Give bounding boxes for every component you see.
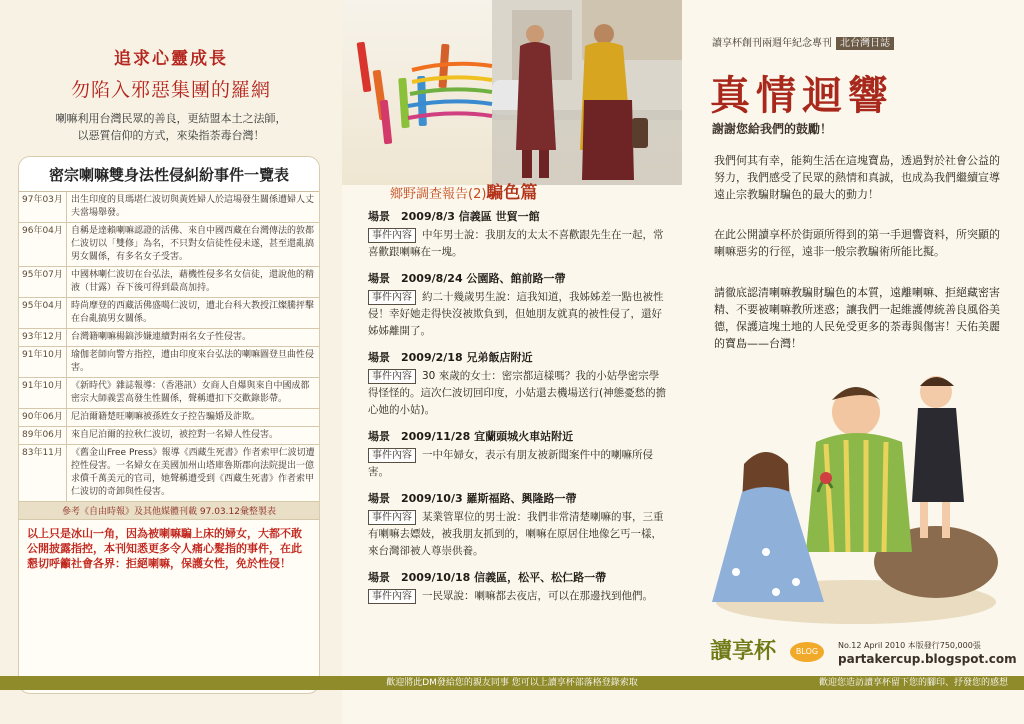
left-header [0,0,342,144]
table-row [19,223,319,267]
family-illustration-art [706,352,1006,634]
table-row [19,409,319,427]
subtitle-line: 以惡質信仰的方式，來染指荼毒台灣！ [77,129,265,142]
row-date: 91年10月 [19,378,67,408]
scene-item [368,208,668,261]
row-date: 95年04月 [19,298,67,328]
table-row [19,192,319,223]
scene-place: 2009/8/24 公園路、館前路一帶 [401,272,566,285]
scene-item [368,270,668,340]
table-row [19,347,319,378]
row-text: 來自尼泊爾的拉秋仁波切，被控對一名婦人性侵害。 [71,430,279,440]
feedback-title: 真情迴響 [710,72,894,119]
scene-text: 某業管單位的男士說：我們非常清楚喇嘛的事，三重有喇嘛去嫖妓，被我朋友抓到的，喇嘛在原居住地像乞丐一樣，來台灣卻被人尊崇供養。 [368,511,664,557]
street-photo [342,0,682,185]
scene-location [368,569,668,585]
report-title [390,178,537,203]
content-tag: 事件內容 [368,369,416,384]
table-source: 參考《自由時報》及其他媒體刊載 97.03.12彙整製表 [19,502,319,520]
headline-primary: 追求心靈成長 [114,49,228,69]
blog-badge: BLOG [790,642,824,662]
scene-body [368,588,668,605]
scene-body [368,289,668,340]
scene-label: 場景 [368,430,390,443]
scene-list [368,208,668,614]
scene-location [368,208,668,224]
scene-location [368,490,668,506]
scene-body [368,227,668,261]
row-date: 90年06月 [19,409,67,426]
scene-place: 2009/11/28 宜蘭頭城火車站附近 [401,430,574,443]
scene-place: 2009/8/3 信義區 世貿一館 [401,210,540,223]
row-date: 83年11月 [19,445,67,501]
table-row [19,378,319,409]
scene-label: 場景 [368,272,390,285]
scene-location [368,270,668,286]
scene-place: 2009/10/3 羅斯福路、興隆路一帶 [401,492,577,505]
scene-body [368,447,668,481]
scene-label: 場景 [368,492,390,505]
brand-logo: 讀享杯 [710,639,777,664]
content-tag: 事件內容 [368,228,416,243]
row-text: 《新時代》雜誌報導：（香港訊）女商人自爆與來自中國成都密宗大師義雲高發生性關係，聲稱遭扣下交歡錄影帶。 [71,381,310,404]
table-row [19,427,319,445]
issue-header-text: 讀享杯創刊兩週年紀念專刊 [712,38,832,49]
row-text: 瑜伽老師向警方指控，遭由印度來台弘法的喇嘛圖登旦曲性侵害。 [71,350,315,373]
paragraph: 我們何其有幸，能夠生活在這塊寶島，透過對於社會公益的努力，我們感受了民眾的熱情和真誠，也成為我們繼續宣導遠止宗教騙財騙色的最大的動力！ [714,154,1000,201]
scene-body [368,368,668,419]
row-date: 96年04月 [19,223,67,266]
issue-info: No.12 April 2010 本版發行750,000張 [838,641,981,650]
warning-text: 以上只是冰山一角，因為被喇嘛騙上床的婦女，大都不敢公開披露指控，本刊知悉更多令人痛心髮指的事件，在此懇切呼籲社會各界：拒絕喇嘛，保護女性，免於性侵！ [27,527,302,570]
row-text: 《舊金山Free Press》報導《西藏生死書》作者索甲仁波切遭控性侵害。一名婦女在美國加州山塔庫魯斯郡向法院提出一億求償千萬美元的官司，她聲稱遭受到《西藏生死書》作者索甲仁波切的奇卸與性侵害。 [71,448,315,497]
blog-url[interactable]: partakercup.blogspot.com [838,652,1017,666]
left-panel [0,0,342,724]
row-text: 時尚摩登的西藏活佛盛噶仁波切，遭北台科大教授江燦騰抨擊在台亂搞男女關係。 [71,301,315,324]
row-text: 中國林喇仁波切在台弘法，藉機性侵多名女信徒，還說他的精液（甘露）吞下後可得到最高加持。 [71,270,315,293]
scene-text: 約二十幾歲男生說：這我知道，我姊姊差一點也被性侵！幸好她走得快沒被欺負到，但她朋友就真的被性侵了，還好姊姊離開了。 [368,291,664,337]
row-text: 台灣籍喇嘛楊鎬涉嫌連續對兩名女子性侵害。 [71,332,252,342]
row-date: 89年06月 [19,427,67,444]
table-row [19,329,319,347]
row-text: 自稱是達賴喇嘛認證的活佛、來自中國西藏在台灣傳法的敦都仁波切以「雙修」為名，不只對女信徒性侵未遂，甚至還亂搞男女關係，有多名女子受害。 [71,226,315,262]
footer-middle-text: 歡迎將此DM發給您的親友同事 您可以上讀享杯部落格登錄索取 [386,678,638,688]
row-date: 97年03月 [19,192,67,222]
scene-item [368,349,668,419]
scene-place: 2009/2/18 兄弟飯店附近 [401,351,533,364]
scene-text: 中年男士說：我朋友的太太不喜歡跟先生在一起，常喜歡跟喇嘛在一塊。 [368,229,664,258]
paragraph: 在此公開讀享杯於街頭所得到的第一手迴響資料，所突顯的喇嘛惡劣的行徑，遠非一般宗教騙術所能比擬。 [714,228,1000,258]
footer-bar [0,676,1024,690]
brand-footer [710,634,1017,674]
scene-label: 場景 [368,571,390,584]
scene-text: 一中年婦女，表示有朋友被新聞案件中的喇嘛所侵害。 [368,449,653,478]
subtitle-line: 喇嘛利用台灣民眾的善良，更結盟本土之法師， [55,112,287,125]
row-date: 95年07月 [19,267,67,297]
street-photo-illustration [342,0,682,185]
row-date: 93年12月 [19,329,67,346]
incident-table [18,156,320,694]
scene-item [368,490,668,560]
scene-location [368,428,668,444]
row-date: 91年10月 [19,347,67,377]
scene-label: 場景 [368,210,390,223]
scene-body [368,509,668,560]
content-tag: 事件內容 [368,589,416,604]
headline-secondary: 勿陷入邪惡集團的羅網 [70,79,271,101]
table-title: 密宗喇嘛雙身法性侵糾紛事件一覽表 [19,157,319,192]
issue-header [712,34,894,49]
right-panel [682,0,1024,724]
row-text: 尼泊爾籍楚旺喇嘛被孫姓女子控告騙婚及詐欺。 [71,412,261,422]
content-tag: 事件內容 [368,290,416,305]
footer-right-text: 歡迎您造訪讀享杯留下您的腳印、抒發您的感想 [818,678,1008,688]
content-tag: 事件內容 [368,448,416,463]
scene-label: 場景 [368,351,390,364]
row-text: 出生印度的貝瑪堪仁波切與黃姓婦人於這場發生關係遭婦人丈夫當場舉發。 [71,195,315,218]
content-tag: 事件內容 [368,510,416,525]
scene-item [368,428,668,481]
family-illustration [706,352,1006,634]
report-prefix: 鄉野調查報告(2) [390,187,487,202]
scene-text: 30 來歲的女士：密宗都這樣嗎？我的小姑學密宗學得怪怪的。這次仁波切回印度，小姑還去機場送行(神態憂愁的擔心她的小姑)。 [368,370,667,416]
paragraph: 請徹底認清喇嘛教騙財騙色的本質，遠離喇嘛、拒絕藏密害精、不要被喇嘛教所迷惑；讓我們一起維護傳統善良風俗美德，保護這塊土地的人民免受更多的荼毒與傷害！天佑美麗的寶島——台灣！ [714,286,1000,350]
report-title-main: 騙色篇 [486,183,538,203]
middle-panel [342,0,682,724]
scene-item [368,569,668,605]
issue-header-badge: 北台灣日誌 [836,37,894,50]
scene-location [368,349,668,365]
table-row [19,267,319,298]
table-row [19,298,319,329]
scene-place: 2009/10/18 信義區，松平、松仁路一帶 [401,571,607,584]
scene-text: 一民眾說：喇嘛都去夜店，可以在那邊找到他們。 [422,590,653,602]
table-row [19,445,319,502]
thanks-line: 謝謝您給我們的鼓勵！ [712,122,833,136]
left-subtitle [0,110,342,144]
